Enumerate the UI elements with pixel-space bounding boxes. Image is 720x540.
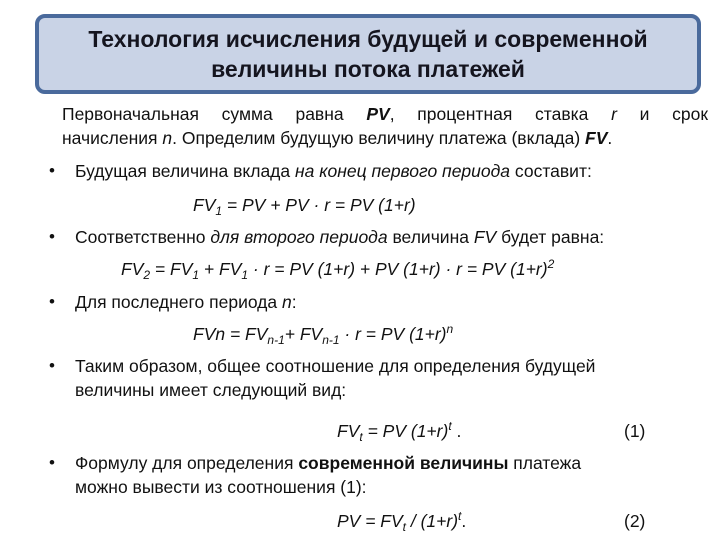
intro-line-1 (62, 103, 708, 125)
text: Формулу для определения (75, 453, 299, 473)
bullet-icon: • (49, 227, 55, 246)
text: составит: (510, 161, 592, 181)
formula-1 (193, 194, 416, 216)
intro-text: Первоначальная сумма равна (62, 104, 367, 124)
formula-text: / (1+r) (406, 511, 459, 531)
subscript: 1 (215, 204, 223, 218)
text: Соответственно (75, 227, 211, 247)
superscript: 2 (547, 257, 555, 271)
formula-text: . (451, 421, 462, 441)
bullet-1-text (75, 160, 592, 182)
formula-text: · r = PV (1+r) (339, 324, 447, 344)
formula-text: · r = PV (1+r) + PV (1+r) · r = PV (1+r) (248, 259, 548, 279)
n-symbol: n (282, 292, 292, 312)
equation-number-2: (2) (624, 511, 646, 531)
intro-text: , процентная ставка (389, 104, 612, 124)
intro-text: начисления (62, 128, 163, 148)
formula-4 (337, 420, 461, 442)
subscript: t (359, 430, 363, 444)
subscript: n-1 (267, 333, 285, 347)
bullet-icon: • (49, 161, 55, 180)
intro-line-2 (62, 127, 612, 149)
formula-text: PV = FV (337, 511, 403, 531)
superscript: t (458, 509, 462, 523)
formula-2 (121, 258, 554, 280)
bullet-5-line-1 (75, 452, 581, 474)
intro-text: . Определим будущую величину платежа (вклада) (172, 128, 586, 148)
intro-text: и срок (616, 104, 708, 124)
formula-text: = PV + PV · r = PV (1+ (222, 195, 404, 215)
text: Будущая величина вклада (75, 161, 295, 181)
formula-text: = PV (1+r) (362, 421, 449, 441)
subscript: 2 (143, 268, 151, 282)
superscript: n (446, 322, 454, 336)
formula-text: = FV (150, 259, 193, 279)
bullet-4-line-2: величины имеет следующий вид: (75, 380, 347, 400)
subscript: 1 (192, 268, 200, 282)
fv-symbol: FV (585, 128, 608, 148)
emphasis: для второго периода (210, 227, 388, 247)
title-line-2: величины потока платежей (211, 56, 525, 82)
strong-text: современной величины (298, 453, 509, 473)
bullet-icon: • (49, 453, 55, 472)
text: будет равна: (496, 227, 605, 247)
pv-symbol: PV (366, 104, 390, 124)
text: величина (387, 227, 474, 247)
subscript: 1 (241, 268, 249, 282)
emphasis: на конец первого периода (295, 161, 511, 181)
equation-number-1: (1) (624, 421, 646, 441)
fv: FV (121, 259, 144, 279)
formula-5 (337, 510, 466, 532)
subscript: t (402, 520, 406, 534)
text: Для последнего периода (75, 292, 282, 312)
fv-symbol: FV (473, 227, 497, 247)
n-symbol: n (162, 128, 173, 148)
formula-text: ) (409, 195, 416, 215)
r-symbol: r (403, 195, 410, 215)
bullet-2-text (75, 226, 604, 248)
subscript: n-1 (322, 333, 340, 347)
fv: FV (337, 421, 360, 441)
bullet-icon: • (49, 356, 55, 375)
formula-text: + FV (199, 259, 242, 279)
title-line-1: Технология исчисления будущей и современной (88, 26, 648, 52)
r-symbol: r (611, 104, 617, 124)
formula-text: FVn = FV (193, 324, 268, 344)
bullet-4-line-1: Таким образом, общее соотношение для определения будущей (75, 356, 596, 376)
formula-text: . (461, 511, 467, 531)
superscript: t (448, 419, 452, 433)
bullet-3-text (75, 291, 297, 313)
formula-3 (193, 323, 453, 345)
text: платежа (508, 453, 582, 473)
bullet-icon: • (49, 292, 55, 311)
intro-text: . (607, 128, 613, 148)
bullet-5-line-2: можно вывести из соотношения (1): (75, 477, 367, 497)
fv: FV (193, 195, 216, 215)
formula-text: + FV (284, 324, 323, 344)
text: : (291, 292, 297, 312)
